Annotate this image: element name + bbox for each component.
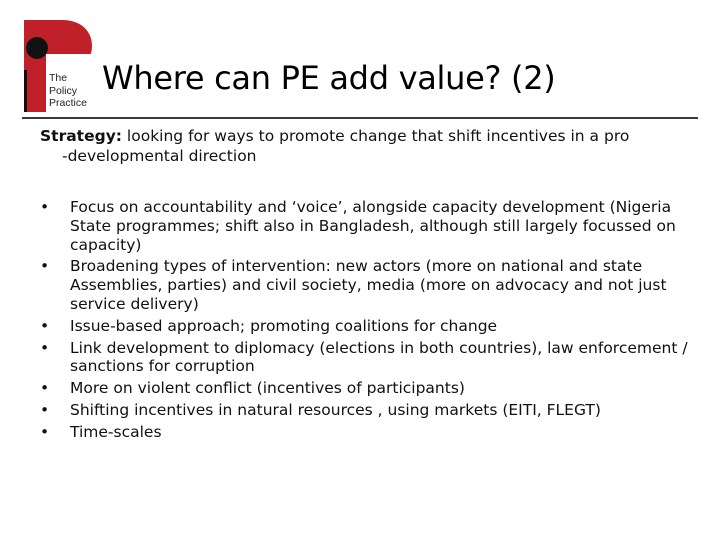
bullet-icon: • bbox=[40, 257, 50, 276]
bullet-icon: • bbox=[40, 198, 50, 216]
bullet-icon: • bbox=[40, 379, 50, 398]
list-item-text: Shifting incentives in natural resources , using markets (EITI, FLEGT) bbox=[70, 400, 601, 419]
strategy-text: looking for ways to promote change that shift incentives in a pro bbox=[122, 127, 630, 145]
list-item-text: More on violent conflict (incentives of participants) bbox=[70, 379, 465, 398]
bullet-list bbox=[40, 198, 695, 445]
list-item bbox=[40, 317, 695, 336]
list-item bbox=[40, 401, 695, 420]
list-item-text: Link development to diplomacy (elections in both countries), law enforcement / sanctions for corruption bbox=[70, 338, 688, 376]
list-item bbox=[40, 423, 695, 442]
policy-practice-logo bbox=[22, 18, 98, 114]
strategy-paragraph bbox=[40, 126, 690, 166]
title-divider bbox=[22, 117, 698, 119]
list-item bbox=[40, 339, 695, 377]
logo-line: Policy bbox=[49, 84, 78, 97]
bullet-icon: • bbox=[40, 338, 50, 357]
bullet-icon: • bbox=[40, 316, 50, 335]
strategy-label: Strategy: bbox=[40, 127, 122, 145]
list-item-text: Time-scales bbox=[70, 422, 162, 441]
list-item bbox=[40, 379, 695, 398]
list-item-text: Broadening types of intervention: new actors (more on national and state Assemblies, parties) and civil society, media (more on advocacy and not just service delivery) bbox=[70, 257, 667, 313]
slide-title: Where can PE add value? (2) bbox=[102, 59, 556, 97]
list-item bbox=[40, 198, 695, 254]
list-item bbox=[40, 257, 695, 313]
logo-line: Practice bbox=[49, 97, 87, 109]
list-item-text: Focus on accountability and ‘voice’, alongside capacity development (Nigeria State programmes; shift also in Bangladesh, although still largely focussed on capacity) bbox=[70, 198, 676, 254]
logo-wordmark bbox=[49, 72, 87, 110]
strategy-text-continued: -developmental direction bbox=[62, 147, 257, 165]
logo-line: The bbox=[49, 72, 68, 84]
bullet-icon: • bbox=[40, 400, 50, 419]
list-item-text: Issue-based approach; promoting coalitions for change bbox=[70, 316, 498, 335]
bullet-icon: • bbox=[40, 422, 50, 441]
